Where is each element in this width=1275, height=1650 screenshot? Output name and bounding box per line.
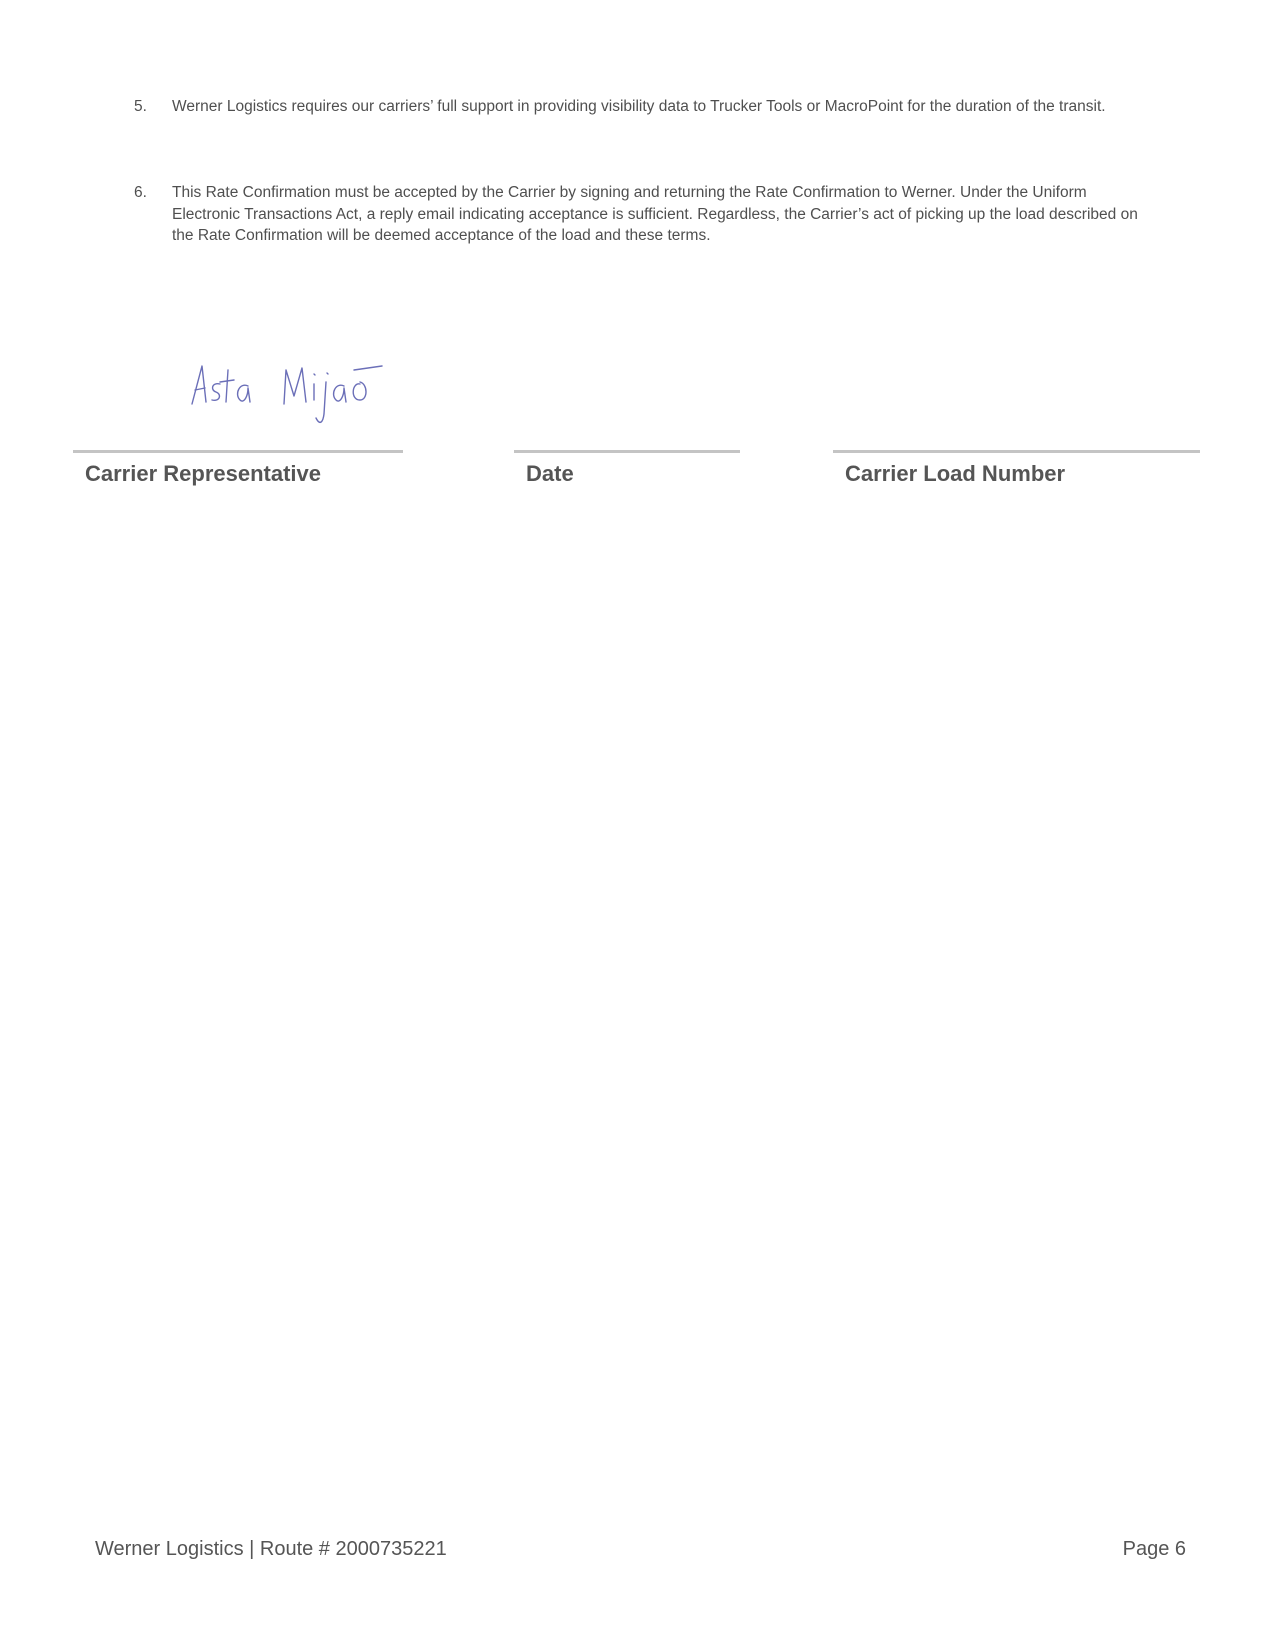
- carrier-load-number-line: [833, 450, 1200, 453]
- term-number: 5.: [134, 98, 147, 115]
- carrier-representative-label: Carrier Representative: [85, 461, 322, 486]
- carrier-representative-signature-line: [73, 450, 403, 453]
- signature-image: [190, 360, 390, 440]
- term-text: This Rate Confirmation must be accepted by the Carrier by signing and returning the Rate Confirmation to Werner. Under the Uniform Electronic Transactions Act, a reply email indicating acceptance is sufficient. Regardless, the Carrier’s act of picking up the load described on the Rate Confirmation will be deemed acceptance of the load and these terms.: [172, 184, 1138, 244]
- term-number: 6.: [134, 184, 147, 201]
- footer-route-text: Werner Logistics | Route # 2000735221: [95, 1538, 447, 1560]
- term-text: Werner Logistics requires our carriers’ full support in providing visibility data to Trucker Tools or MacroPoint for the duration of the transit.: [172, 98, 1106, 115]
- footer-page-number: Page 6: [1122, 1538, 1186, 1560]
- date-label: Date: [526, 461, 574, 486]
- handwritten-signature: [190, 360, 390, 440]
- carrier-load-number-label: Carrier Load Number: [845, 461, 1066, 486]
- date-signature-line: [514, 450, 740, 453]
